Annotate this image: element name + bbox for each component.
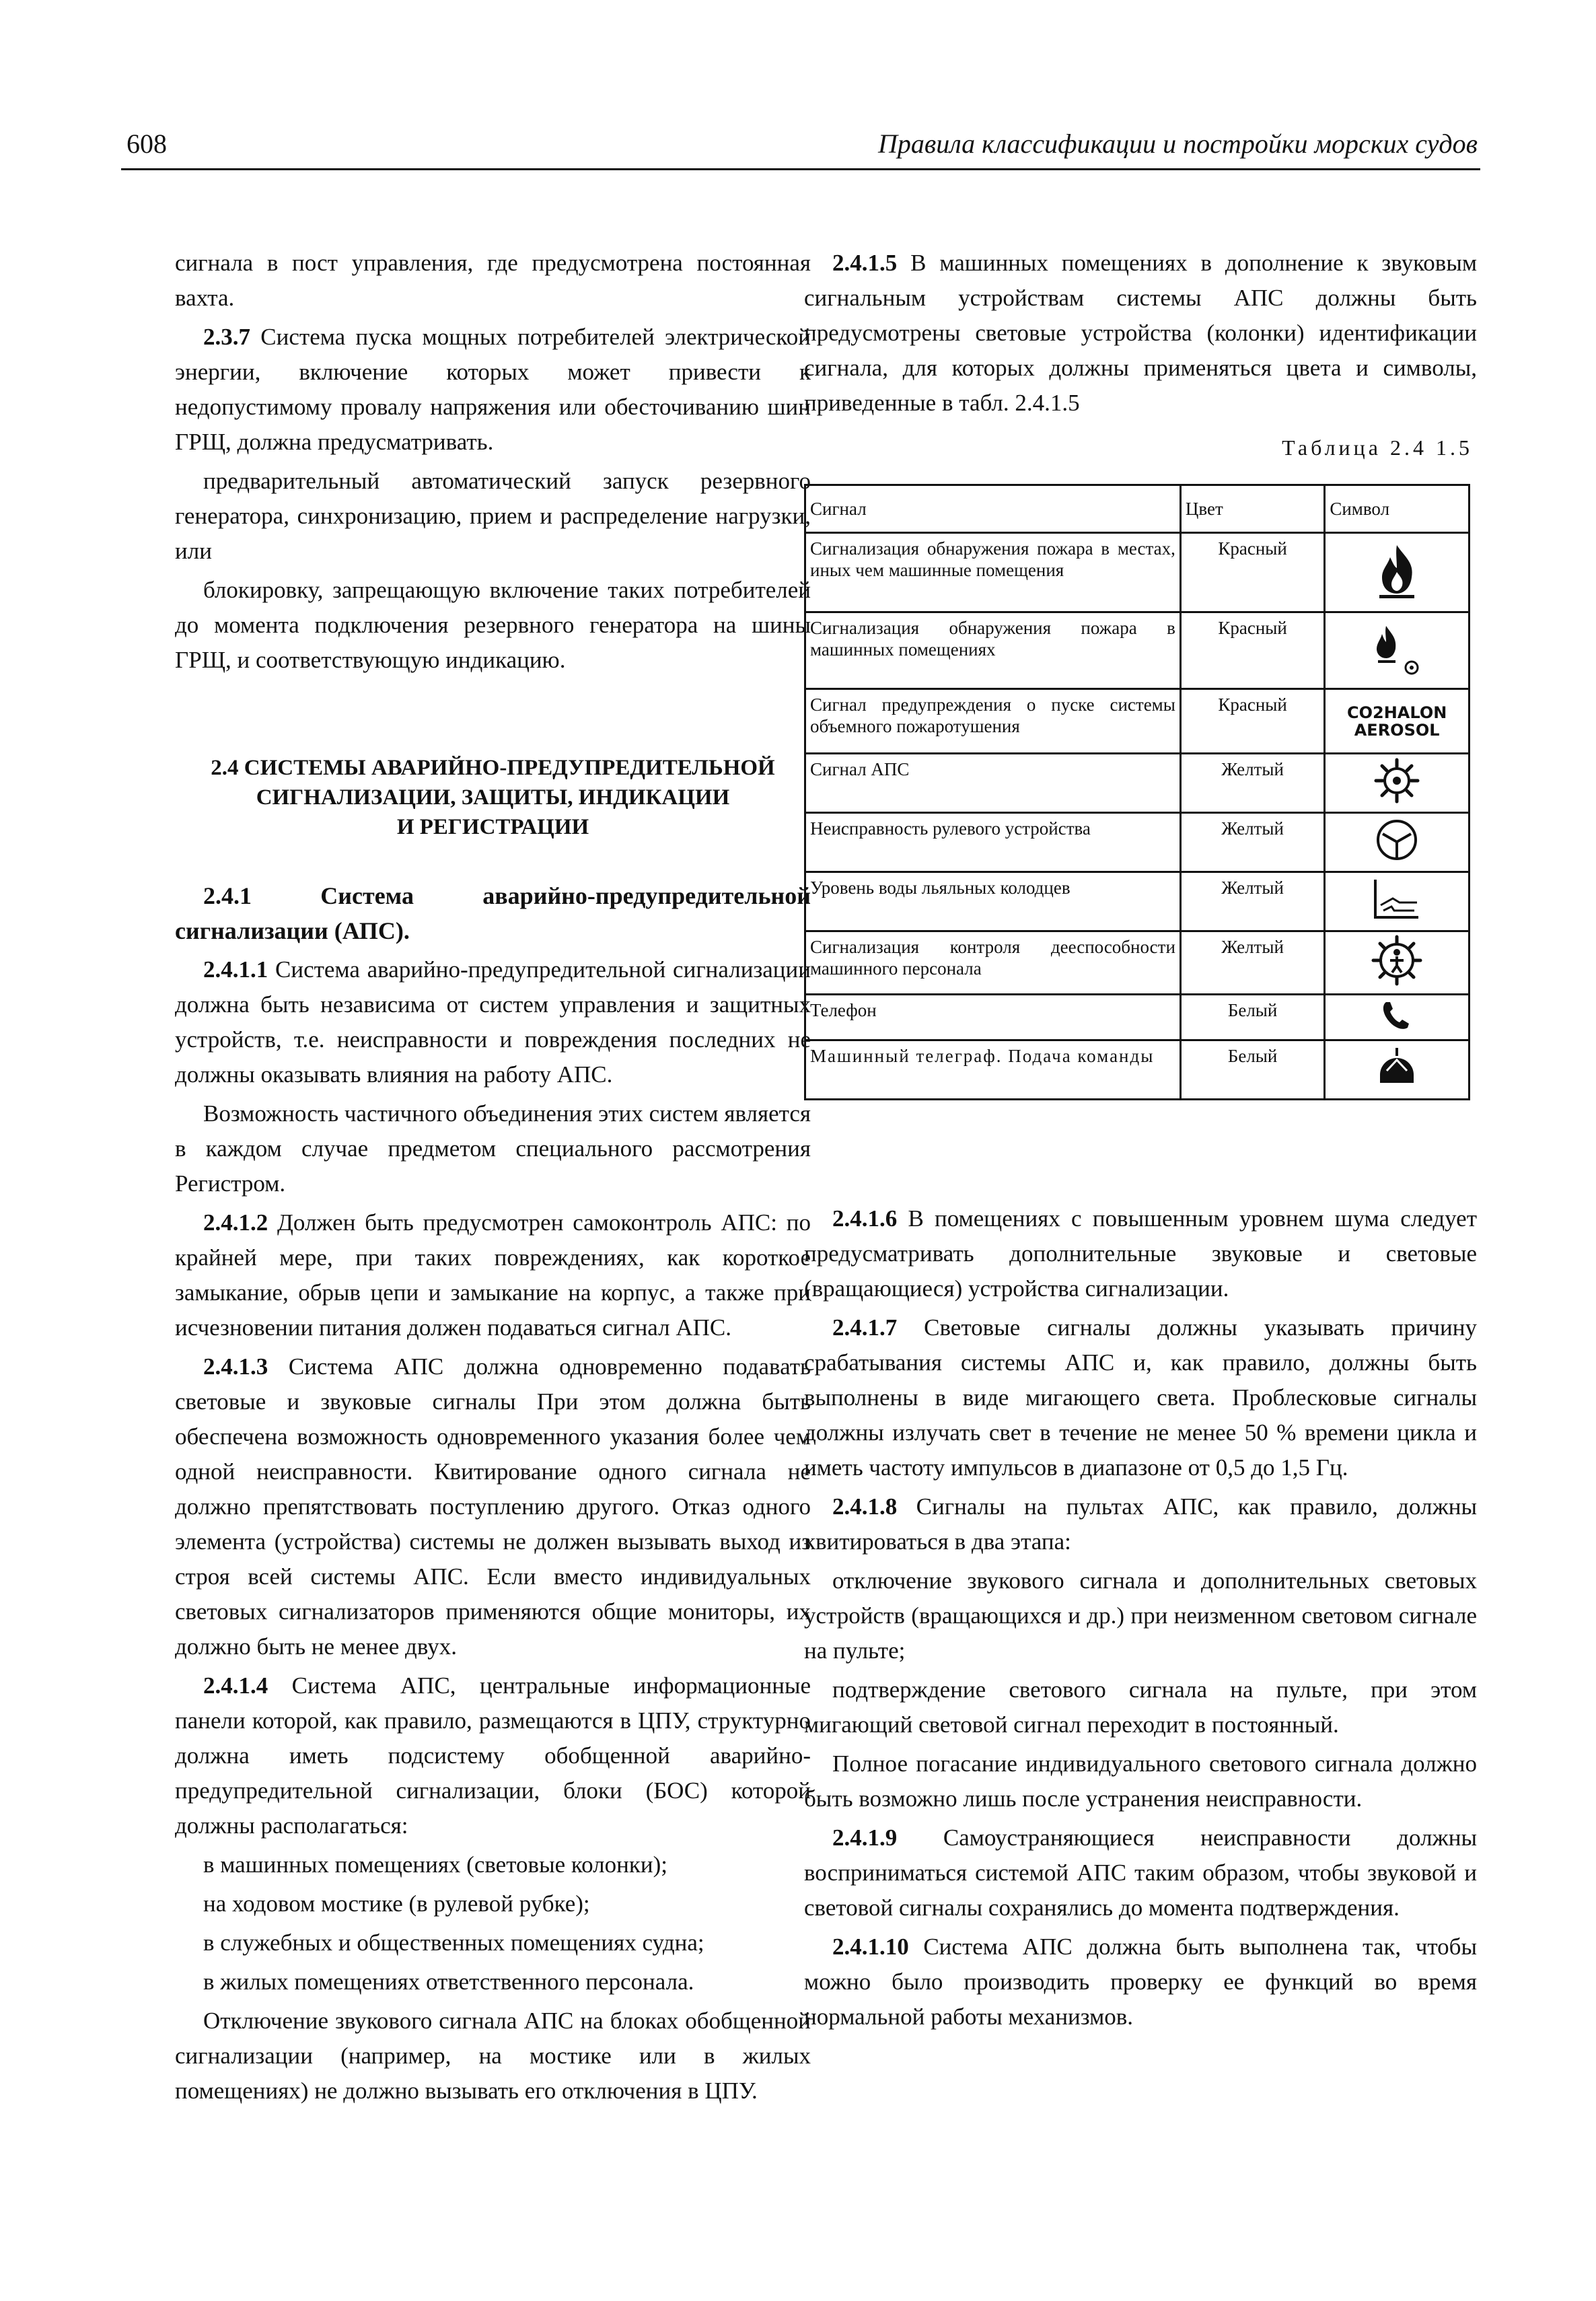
column-header: Сигнал (805, 485, 1181, 533)
signal-cell: Сигнализация обнаружения пожара в местах, иных чем машинные помещения (805, 533, 1181, 612)
symbol-cell (1325, 931, 1470, 995)
telegraph-icon (1373, 1044, 1420, 1091)
column-header: Цвет (1180, 485, 1324, 533)
person-gear-icon (1371, 935, 1422, 986)
bilge-level-icon (1370, 876, 1424, 923)
paragraph: Полное погасание индивидуального светового сигнала должно быть возможно лишь после устранения неисправности. (804, 1750, 1477, 1812)
list-item: в жилых помещениях ответственного персонала. (203, 1969, 694, 1995)
list-item: в машинных помещениях (световые колонки); (203, 1851, 667, 1878)
subsection-heading: 2.4.1 Система аварийно-предупредительной сигнализации (АПС). (175, 882, 811, 944)
color-cell: Красный (1180, 533, 1324, 612)
table-row (805, 931, 1470, 995)
table-row (805, 754, 1470, 813)
table-row (805, 533, 1470, 612)
color-cell: Желтый (1180, 931, 1324, 995)
paragraph: подтверждение светового сигнала на пульте, при этом мигающий световой сигнал переходит в постоянный. (804, 1676, 1477, 1738)
symbol-cell (1325, 533, 1470, 612)
signal-table (804, 484, 1470, 1100)
color-cell: Красный (1180, 689, 1324, 754)
list-item: на ходовом мостике (в рулевой рубке); (203, 1890, 590, 1917)
paragraph: предварительный автоматический запуск резервного генератора, синхронизацию, прием и распределение нагрузки, или (175, 468, 811, 564)
paragraph: 2.4.1.6 В помещениях с повышенным уровнем шума следует предусматривать дополнительные звуковые и световые (вращающиеся) устройства сигнализации. (804, 1205, 1477, 1302)
signal-cell: Сигнал АПС (805, 754, 1181, 813)
paragraph: Возможность частичного объединения этих систем является в каждом случае предметом специального рассмотрения Регистром. (175, 1100, 811, 1197)
signal-cell: Уровень воды льяльных колодцев (805, 872, 1181, 931)
phone-icon (1377, 998, 1417, 1032)
signal-cell: Машинный телеграф. Подача команды (805, 1040, 1181, 1100)
alarm-gear-icon (1373, 757, 1420, 804)
paragraph: 2.4.1.2 Должен быть предусмотрен самоконтроль АПС: по крайней мере, при таких повреждениях, как короткое замыкание, обрыв цепи и замыкание на корпус, а также при исчезновении питания должен подаваться сигнал АПС. (175, 1209, 811, 1341)
left-column (175, 246, 811, 2113)
paragraph: 2.3.7 Система пуска мощных потребителей электрической энергии, включение которых может привести к недопустимому провалу напряжения или обесточиванию шин ГРЩ, должна предусматривать. (175, 324, 811, 455)
color-cell: Желтый (1180, 872, 1324, 931)
table-header-row (805, 485, 1470, 533)
signal-cell: Неисправность рулевого устройства (805, 813, 1181, 872)
running-title: Правила классификации и постройки морских судов (877, 129, 1478, 159)
symbol-cell (1325, 813, 1470, 872)
signal-cell: Сигнализация контроля дееспособности машинного персонала (805, 931, 1181, 995)
list-item: в служебных и общественных помещениях судна; (203, 1930, 704, 1956)
table-row (805, 872, 1470, 931)
symbol-cell (1325, 872, 1470, 931)
paragraph: 2.4.1.8 Сигналы на пультах АПС, как правило, должны квитироваться в два этапа: (804, 1493, 1477, 1555)
symbol-cell (1325, 754, 1470, 813)
color-cell: Белый (1180, 995, 1324, 1040)
symbol-cell (1325, 689, 1470, 754)
table-row (805, 612, 1470, 689)
symbol-cell (1325, 995, 1470, 1040)
paragraph: блокировку, запрещающую включение таких потребителей до момента подключения резервного генератора на шины ГРЩ, и соответствующую индикацию. (175, 577, 811, 673)
paragraph: 2.4.1.1 Система аварийно-предупредительной сигнализации должна быть независима от систем управления и защитных устройств, т.е. неисправности и повреждения последних не должны оказывать влияния на работу АПС. (175, 956, 811, 1088)
table-row (805, 813, 1470, 872)
color-cell: Красный (1180, 612, 1324, 689)
table-row (805, 689, 1470, 754)
paragraph: Отключение звукового сигнала АПС на блоках обобщенной сигнализации (например, на мостике или в жилых помещениях) не должно вызывать его отключения в ЦПУ. (175, 2008, 811, 2104)
paragraph: 2.4.1.9 Самоустраняющиеся неисправности должны восприниматься системой АПС таким образом, чтобы звуковой и световой сигналы сохранялись до момента подтверждения. (804, 1825, 1477, 1921)
page-number: 608 (126, 129, 167, 159)
co2-halon-aerosol-symbol: CO2HALON AEROSOL (1347, 703, 1447, 740)
paragraph: 2.4.1.4 Система АПС, центральные информационные панели которой, как правило, размещаются в ЦПУ, структурно должна иметь подсистему обобщенной аварийно-предупредительной сигнализации, блоки (БОС) которой должны располагаться: (175, 1672, 811, 1839)
color-cell: Желтый (1180, 754, 1324, 813)
paragraph: 2.4.1.5 В машинных помещениях в дополнение к звуковым сигнальным устройствам системы АПС должны быть предусмотрены световые устройства (колонки) идентификации сигнала, для которых должны применяться цвета и символы, приведенные в табл. 2.4.1.5 (804, 250, 1477, 416)
signal-cell: Сигнал предупреждения о пуске системы объемного пожаротушения (805, 689, 1181, 754)
spacer (804, 1100, 1477, 1201)
paragraph: 2.4.1.10 Система АПС должна быть выполнена так, чтобы можно было производить проверку ее функций во время нормальной работы механизмов. (804, 1934, 1477, 2030)
color-cell: Белый (1180, 1040, 1324, 1100)
symbol-cell (1325, 612, 1470, 689)
signal-cell: Сигнализация обнаружения пожара в машинных помещениях (805, 612, 1181, 689)
table-row (805, 995, 1470, 1040)
symbol-cell (1325, 1040, 1470, 1100)
section-heading: 2.4 СИСТЕМЫ АВАРИЙНО-ПРЕДУПРЕДИТЕЛЬНОЙ СИГНАЛИЗАЦИИ, ЗАЩИТЫ, ИНДИКАЦИИ И РЕГИСТРАЦИИ (211, 756, 775, 839)
right-column (804, 246, 1477, 2039)
signal-cell: Телефон (805, 995, 1181, 1040)
paragraph: 2.4.1.3 Система АПС должна одновременно подавать световые и звуковые сигналы При этом должна быть обеспечена возможность одновременного указания более чем одной неисправности. Квитирование одного сигнала не должно препятствовать поступлению другого. Отказ одного элемента (устройства) системы не должен вызывать выход из строя всей системы АПС. Если вместо индивидуальных световых сигнализаторов применяются общие мониторы, их должно быть не менее двух. (175, 1353, 811, 1660)
paragraph: 2.4.1.7 Световые сигналы должны указывать причину срабатывания системы АПС и, как правило, должны быть выполнены в виде мигающего света. Проблесковые сигналы должны излучать свет в течение не менее 50 % времени цикла и иметь частоту импульсов в диапазоне от 0,5 до 1,5 Гц. (804, 1314, 1477, 1481)
color-cell: Желтый (1180, 813, 1324, 872)
column-header: Символ (1325, 485, 1470, 533)
fire-gear-icon (1363, 618, 1430, 678)
paragraph: отключение звукового сигнала и дополнительных световых устройств (вращающихся и др.) при неизменном световом сигнале на пульте; (804, 1567, 1477, 1664)
fire-icon (1370, 540, 1424, 600)
steering-wheel-icon (1373, 816, 1420, 863)
table-row (805, 1040, 1470, 1100)
table-caption: Таблица 2.4 1.5 (1282, 435, 1473, 460)
paragraph: сигнала в пост управления, где предусмотрена постоянная вахта. (175, 250, 811, 311)
page-header (121, 128, 1480, 170)
